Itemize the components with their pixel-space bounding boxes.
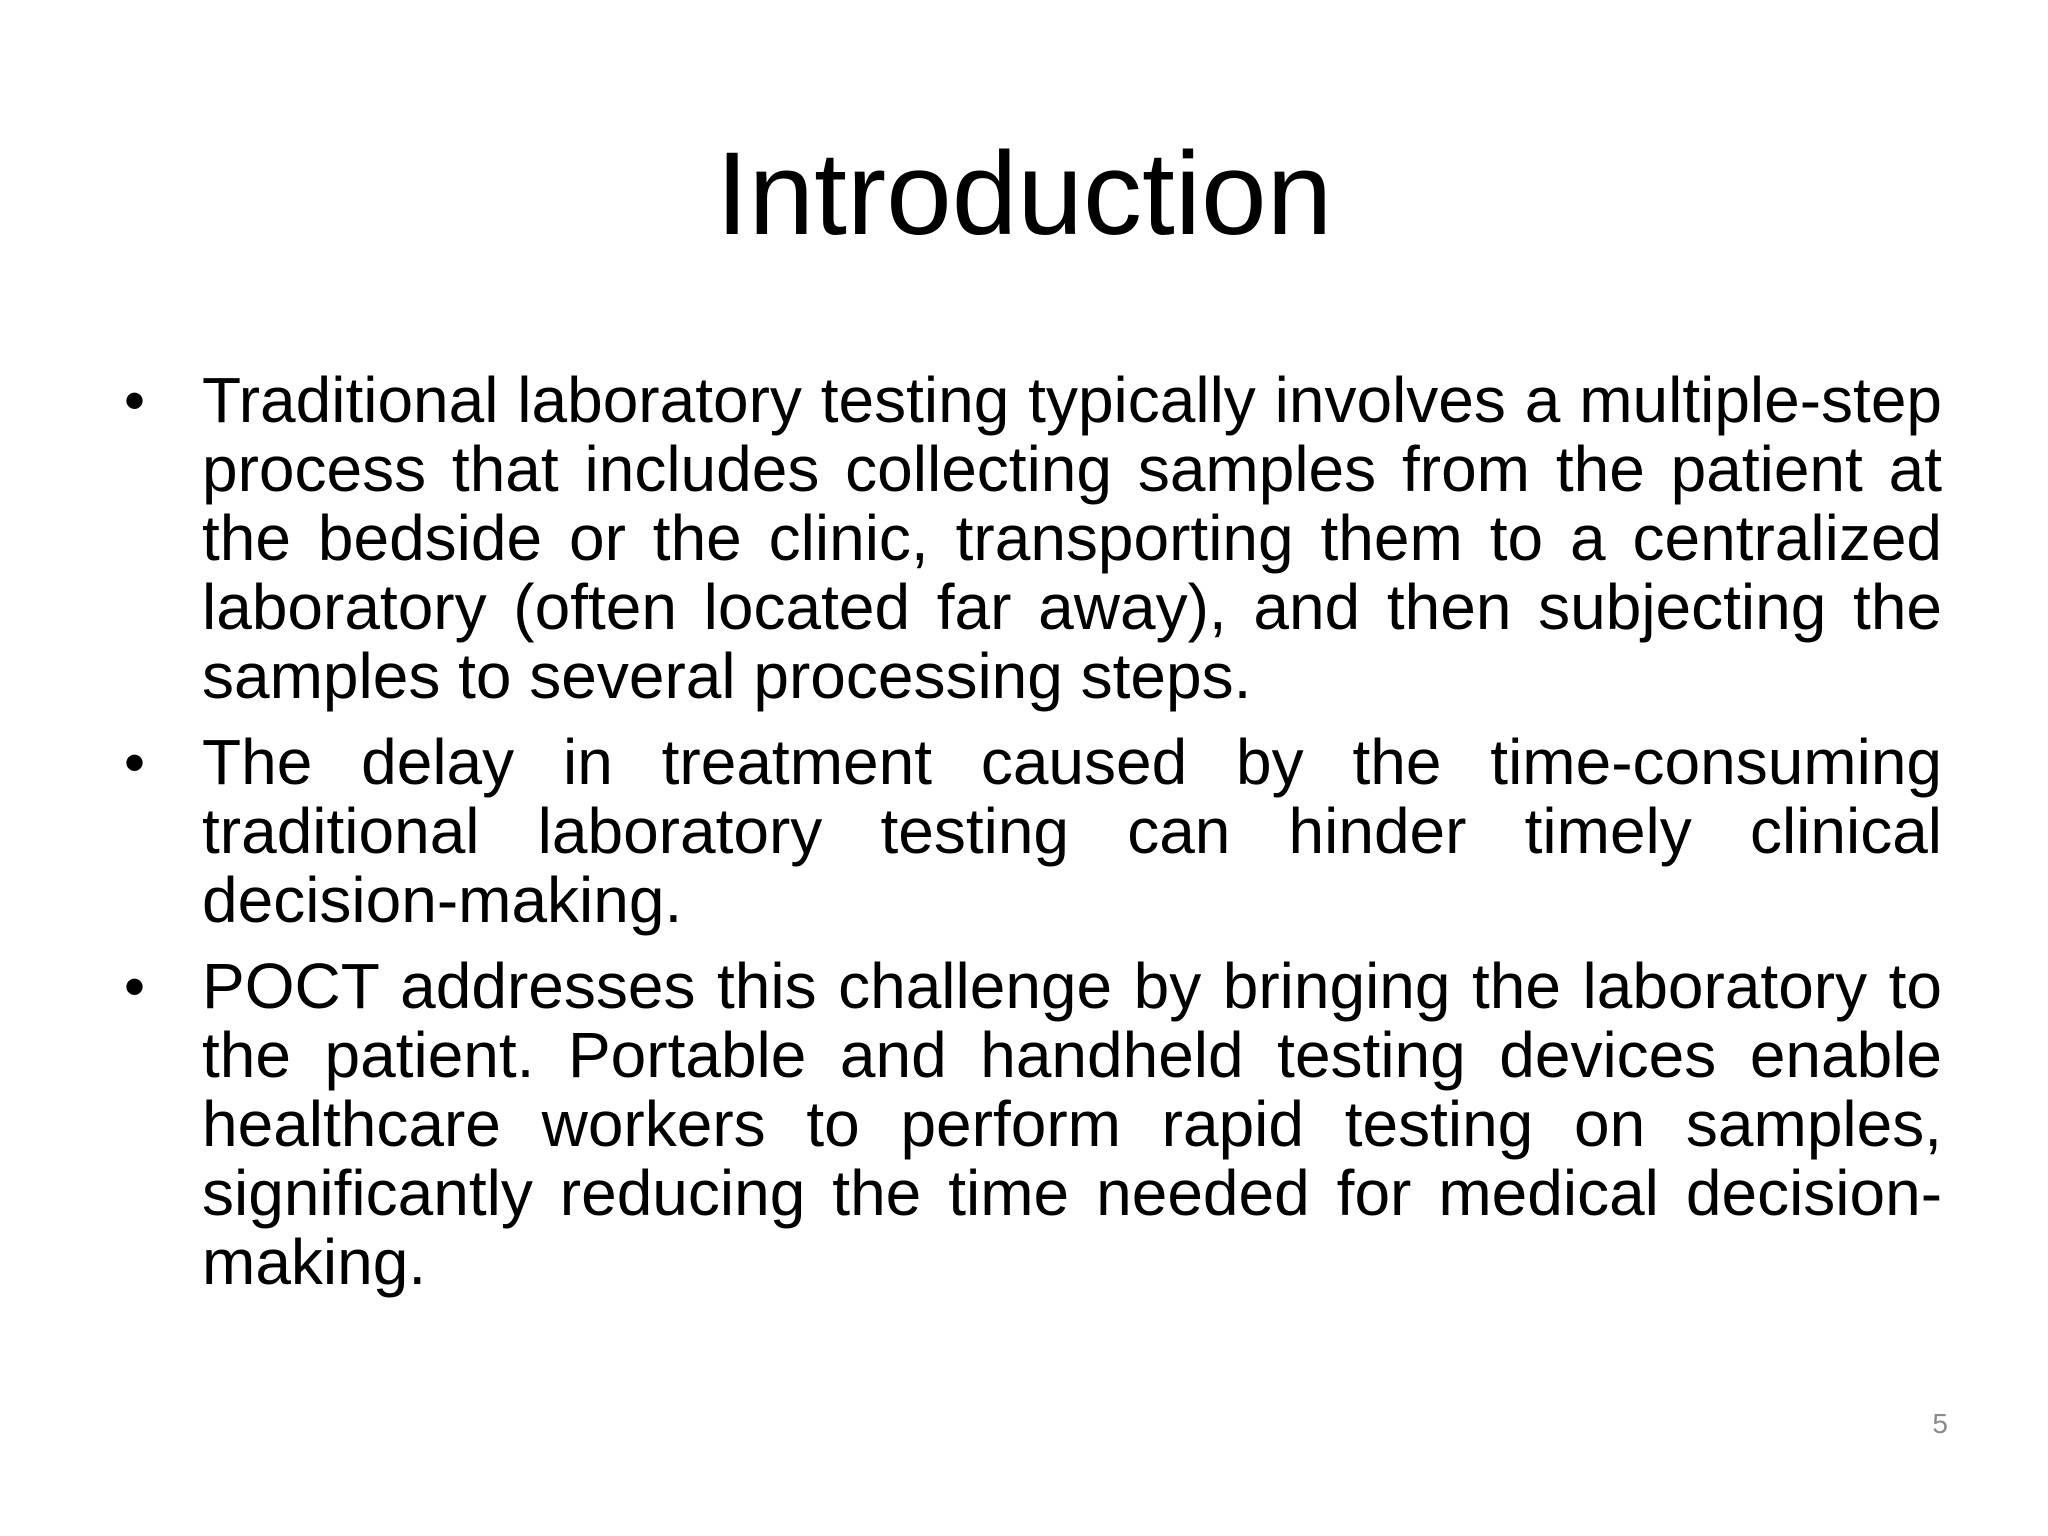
bullet-item <box>118 952 1942 1297</box>
bullet-item <box>118 366 1942 711</box>
bullet-icon: • <box>124 729 146 796</box>
bullet-icon: • <box>124 953 146 1020</box>
bullet-text: Traditional laboratory testing typically involves a multiple-step process that includes collecting samples from the patient at the bedside or the clinic, transporting them to a centralized laboratory (often located far away), and then subjecting the samples to several processing steps. <box>202 364 1942 712</box>
bullet-icon: • <box>124 367 146 434</box>
bullet-item <box>118 728 1942 935</box>
bullet-list <box>118 366 1942 1297</box>
slide-title: Introduction <box>715 128 1333 260</box>
page-number: 5 <box>1932 1408 1948 1439</box>
bullet-text: POCT addresses this challenge by bringing the laboratory to the patient. Portable and handheld testing devices enable healthcare workers to perform rapid testing on samples, significantly reducing the time needed for medical decision-making. <box>202 950 1942 1298</box>
slide-content <box>118 366 1942 1314</box>
bullet-text: The delay in treatment caused by the time-consuming traditional laboratory testing can hinder timely clinical decision-making. <box>202 726 1942 936</box>
